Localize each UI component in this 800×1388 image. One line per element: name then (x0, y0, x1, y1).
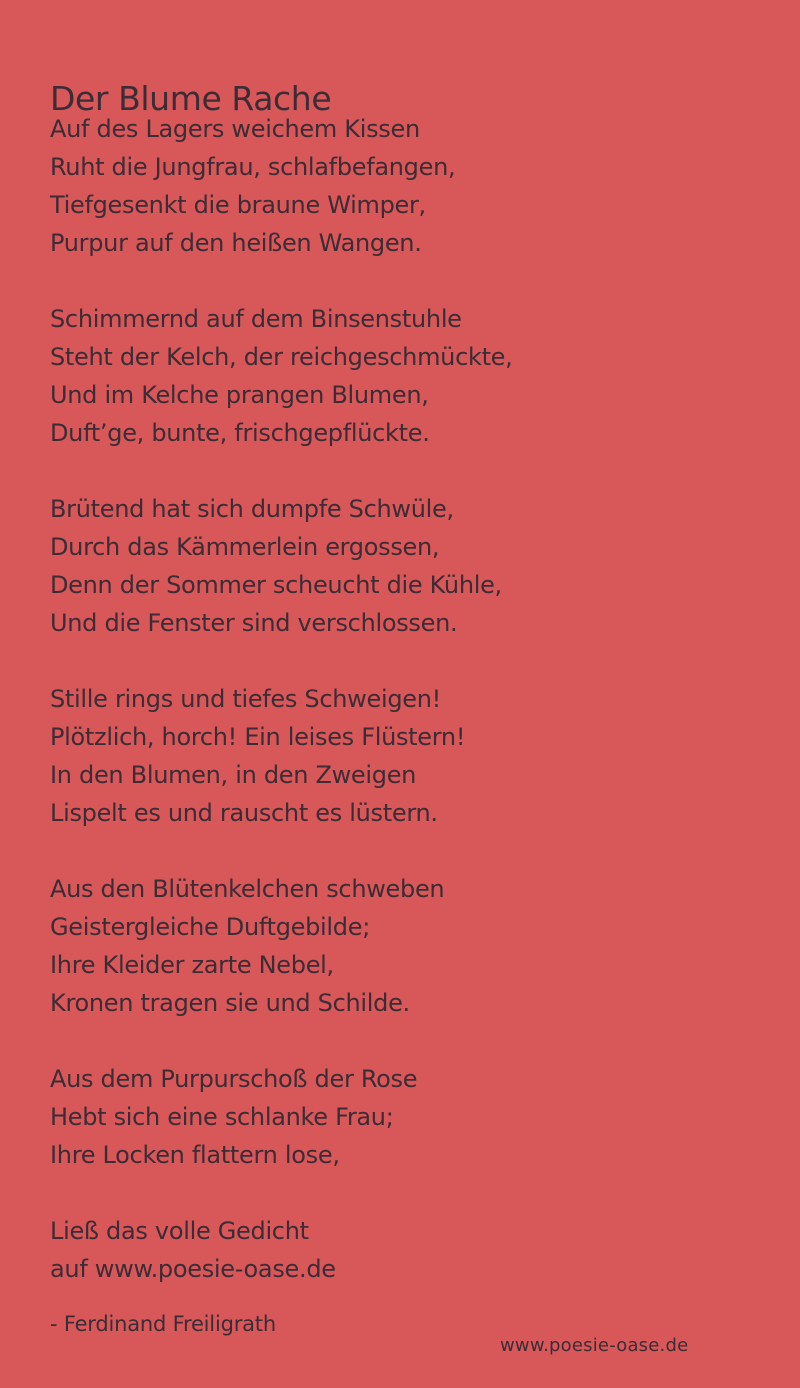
stanza (50, 300, 512, 452)
stanza (50, 1212, 512, 1288)
poem-line: Ruht die Jungfrau, schlafbefangen, (50, 153, 456, 181)
poem-line: Steht der Kelch, der reichgeschmückte, (50, 343, 513, 371)
poem-line: Plötzlich, horch! Ein leises Flüstern! (50, 723, 466, 751)
poem-line: Lispelt es und rauscht es lüstern. (50, 799, 438, 827)
poem-line: auf www.poesie-oase.de (50, 1255, 336, 1283)
poem-line: Geistergleiche Duftgebilde; (50, 913, 370, 941)
poem-line: Und im Kelche prangen Blumen, (50, 381, 429, 409)
poem-body (50, 110, 512, 1326)
poem-line: Stille rings und tiefes Schweigen! (50, 685, 441, 713)
stanza (50, 870, 512, 1022)
stanza (50, 1060, 512, 1174)
poem-line: Brütend hat sich dumpfe Schwüle, (50, 495, 454, 523)
poem-line: Ihre Kleider zarte Nebel, (50, 951, 334, 979)
poem-line: Hebt sich eine schlanke Frau; (50, 1103, 394, 1131)
poem-title: Der Blume Rache (50, 79, 332, 119)
stanza (50, 110, 512, 262)
poem-line: Purpur auf den heißen Wangen. (50, 229, 422, 257)
poem-line: In den Blumen, in den Zweigen (50, 761, 417, 789)
poem-line: Kronen tragen sie und Schilde. (50, 989, 410, 1017)
poem-line: Und die Fenster sind verschlossen. (50, 609, 458, 637)
poem-line: Ließ das volle Gedicht (50, 1217, 309, 1245)
poem-line: Auf des Lagers weichem Kissen (50, 115, 420, 143)
poem-line: Denn der Sommer scheucht die Kühle, (50, 571, 502, 599)
poem-line: Aus den Blütenkelchen schweben (50, 875, 445, 903)
stanza (50, 490, 512, 642)
poem-author: - Ferdinand Freiligrath (50, 1312, 276, 1336)
poem-line: Aus dem Purpurschoß der Rose (50, 1065, 418, 1093)
poem-line: Schimmernd auf dem Binsenstuhle (50, 305, 462, 333)
poem-line: Tiefgesenkt die braune Wimper, (50, 191, 426, 219)
site-watermark: www.poesie-oase.de (500, 1335, 689, 1356)
poem-line: Durch das Kämmerlein ergossen, (50, 533, 440, 561)
poem-line: Duft’ge, bunte, frischgepflückte. (50, 419, 430, 447)
stanza (50, 680, 512, 832)
poem-line: Ihre Locken flattern lose, (50, 1141, 340, 1169)
